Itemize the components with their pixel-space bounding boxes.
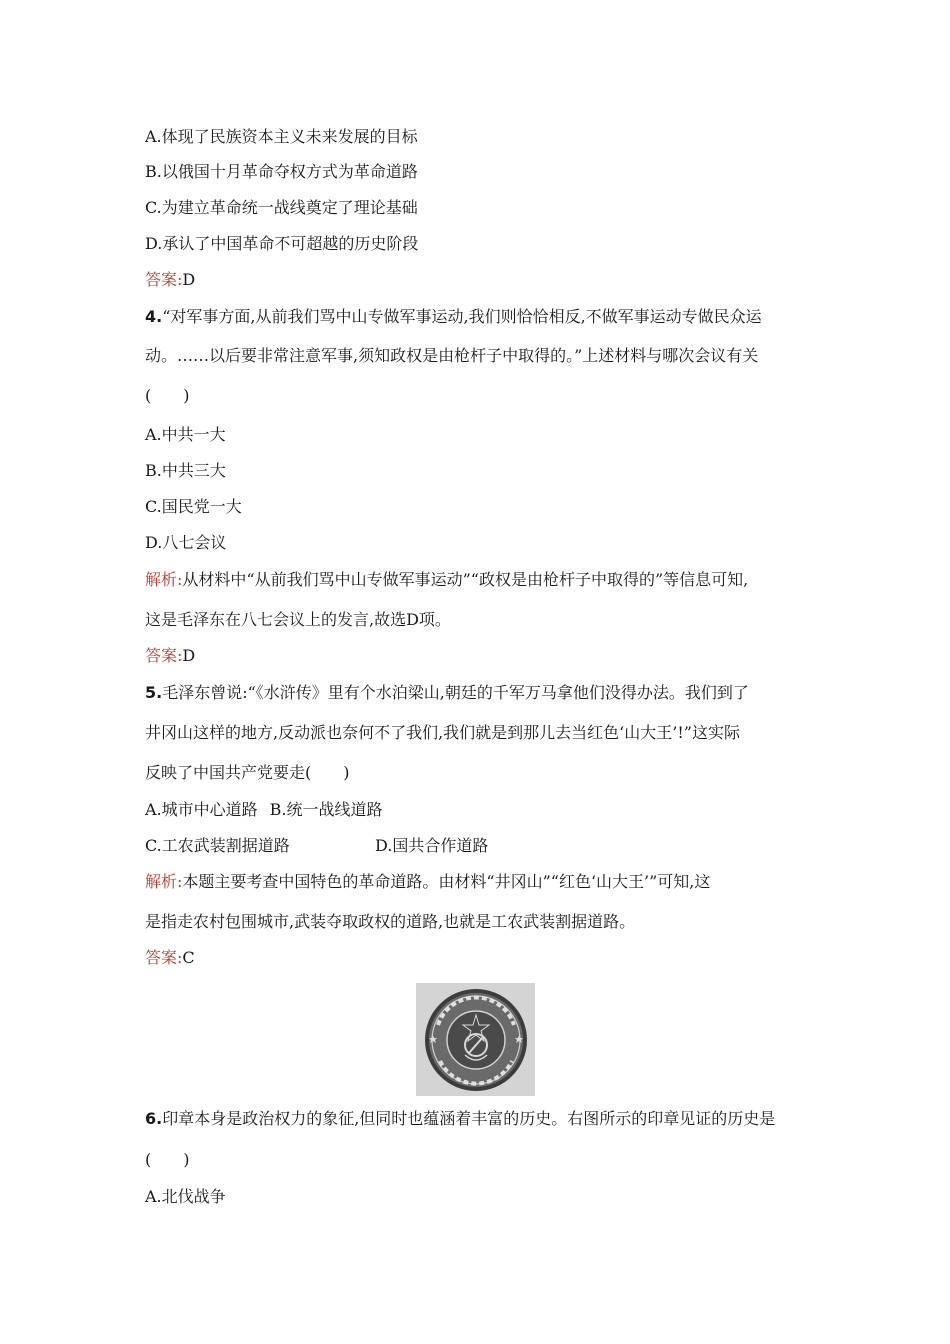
q5-stem-line3: 反映了中国共产党要走( ) [145,763,350,782]
q3-option-d: D.承认了中国革命不可超越的历史阶段 [145,234,419,253]
q4-option-c: C.国民党一大 [145,497,242,516]
q6-option-a: A.北伐战争 [145,1187,226,1206]
q5-stem-line2: 井冈山这样的地方,反动派也奈何不了我们,我们就是到那儿去当红色‘山大王’!”这实际 [145,723,740,742]
q3-answer [145,269,195,291]
question-number: 5. [145,683,163,702]
q5-option-c: C.工农武装割据道路 [145,836,290,855]
answer-value: D [182,646,196,665]
q3-option-b: B.以俄国十月革命夺权方式为革命道路 [145,162,418,181]
q5-option-d: D.国共合作道路 [375,836,489,855]
analysis-label: 解析: [145,872,183,891]
analysis-label: 解析: [145,570,183,589]
seal-image [416,983,535,1096]
q4-answer [145,645,195,667]
q5-options-ab [145,799,383,821]
q3-option-a: A.体现了民族资本主义未来发展的目标 [145,127,418,146]
answer-label: 答案: [145,270,183,289]
q5-analysis-line1: 解析:本题主要考查中国特色的革命道路。由材料“井冈山”“红色‘山大王’”可知,这 [145,872,711,891]
question-number: 4. [145,307,163,326]
answer-label: 答案: [145,646,183,665]
q5-stem-line1: 5.毛泽东曾说:“《水浒传》里有个水泊梁山,朝廷的千军万马拿他们没得办法。我们到了 [145,683,749,702]
q4-stem-line2: 动。……以后要非常注意军事,须知政权是由枪杆子中取得的。”上述材料与哪次会议有关 [145,346,759,365]
q6-stem-line1: 6.印章本身是政治权力的象征,但同时也蕴涵着丰富的历史。右图所示的印章见证的历史是 [145,1109,776,1128]
answer-value: C [182,948,195,967]
q4-option-a: A.中共一大 [145,425,226,444]
q3-option-c: C.为建立革命统一战线奠定了理论基础 [145,198,418,217]
q5-answer [145,947,195,969]
q4-blank: ( ) [145,386,190,405]
q5-analysis-line2: 是指走农村包围城市,武装夺取政权的道路,也就是工农武装割据道路。 [145,912,636,931]
answer-value: D [182,270,196,289]
q5-option-b: B.统一战线道路 [269,800,383,819]
seal-photo [416,983,535,1096]
q5-option-a: A.城市中心道路 [145,800,258,819]
q4-stem-line1: 4.“对军事方面,从前我们骂中山专做军事运动,我们则恰恰相反,不做军事运动专做民众运 [145,307,762,326]
question-number: 6. [145,1109,163,1128]
q4-option-b: B.中共三大 [145,461,226,480]
q4-option-d: D.八七会议 [145,533,227,552]
answer-label: 答案: [145,948,183,967]
q6-blank: ( ) [145,1150,190,1169]
q4-analysis-line2: 这是毛泽东在八七会议上的发言,故选D项。 [145,610,451,629]
q4-analysis-line1: 解析:从材料中“从前我们骂中山专做军事运动”“政权是由枪杆子中取得的”等信息可知, [145,570,749,589]
